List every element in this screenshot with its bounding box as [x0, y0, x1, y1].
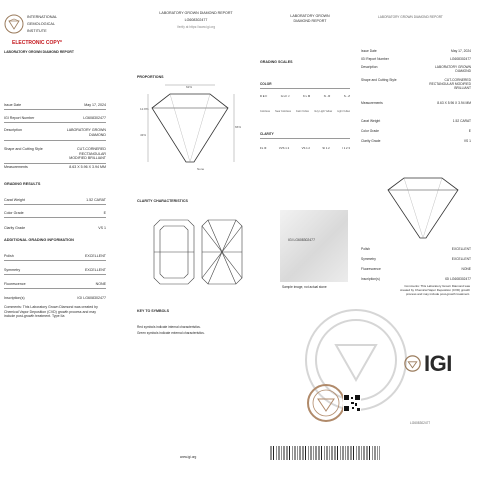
row-label: IGI Report Number — [4, 116, 35, 120]
right-row-inscription — [361, 277, 471, 281]
left-row-carat — [4, 198, 106, 203]
left-row-inscription — [4, 296, 106, 301]
key-to-symbols-heading: KEY TO SYMBOLS — [137, 309, 170, 313]
row-label: Shape and Cutting Style — [361, 78, 397, 82]
color-desc: Faint Yellow — [296, 110, 309, 113]
color-scale-label: COLOR — [260, 82, 272, 86]
row-label: Description — [361, 65, 378, 69]
row-value: E — [468, 129, 471, 133]
row-value: 8.63 X 5.96 X 3.94 MM — [69, 165, 106, 169]
grading-results-heading: GRADING RESULTS — [4, 182, 41, 186]
row-label: Measurements — [361, 101, 383, 105]
row-label: Clarity Grade — [361, 139, 381, 143]
divider — [4, 274, 106, 275]
clarity-col: VS 1 2 — [301, 146, 310, 150]
row-label: IGI Report Number — [361, 57, 389, 61]
color-desc-row — [260, 110, 350, 113]
divider — [260, 88, 350, 89]
svg-text:66%: 66% — [235, 125, 242, 129]
comments-text: Comments: This Laboratory Grown Diamond was created by Chemical Vapor Deposition (CVD) growth process and may include post-growth treatment. Type IIa — [4, 305, 98, 319]
row-label: Carat Weight — [361, 119, 381, 123]
proportions-diagram — [140, 80, 240, 180]
report-type-heading: LABORATORY GROWN DIAMOND REPORT — [4, 50, 74, 54]
clarity-col: SI 1 2 — [322, 146, 330, 150]
left-row-clarity — [4, 226, 106, 231]
row-value: May 17, 2024 — [451, 49, 471, 53]
row-value: May 17, 2024 — [84, 103, 106, 107]
color-col: K L M — [303, 94, 311, 98]
electronic-copy-label: ELECTRONIC COPY* — [12, 40, 63, 46]
row-value: E — [103, 211, 106, 215]
right-comments-text: Comments: This Laboratory Grown Diamond was created by Chemical Vapor Deposition (CVD) growth process and may include post-growth treatment. — [400, 284, 470, 296]
row-label: Color Grade — [4, 211, 24, 215]
row-value: IGI LG608302477 — [77, 296, 106, 300]
right-row-polish — [361, 247, 471, 251]
key-to-symbols-line1: Red symbols indicate internal characteristics. — [137, 325, 201, 329]
row-label: Symmetry — [4, 268, 21, 272]
clarity-col: FL IF — [260, 146, 267, 150]
row-label: Shape and Cutting Style — [4, 147, 43, 151]
igi-logo-icon — [404, 355, 421, 372]
row-value: EXCELLENT — [85, 268, 106, 272]
color-col: S - Z — [343, 94, 350, 98]
row-label: Description — [4, 128, 22, 132]
igi-emblem-icon — [4, 14, 24, 34]
institute-name-line2: GEMOLOGICAL — [27, 22, 56, 26]
left-row-issue-date — [4, 103, 106, 108]
row-value: 1.52 CARAT — [86, 198, 106, 202]
photo-inscription: IGI LG608302477 — [288, 238, 315, 242]
row-value: LG608302477 — [83, 116, 106, 120]
barcode — [270, 446, 380, 460]
svg-text:43%: 43% — [140, 133, 147, 137]
left-row-shape — [4, 147, 106, 161]
row-value: NONE — [95, 282, 106, 286]
qr-code-icon — [343, 394, 361, 412]
center-verify-text: Verify at https://www.igi.org — [176, 25, 216, 29]
row-value: CUT-CORNERED RECTANGULAR MODIFIED BRILLIANT — [69, 147, 106, 161]
color-desc: Very Light Yellow — [314, 110, 333, 113]
divider — [4, 122, 106, 123]
row-value: EXCELLENT — [451, 247, 471, 251]
row-value: LABORATORY GROWN DIAMOND — [66, 128, 106, 137]
color-col: N - R — [323, 94, 331, 98]
additional-grading-heading: ADDITIONAL GRADING INFORMATION — [4, 238, 74, 242]
row-value: 8.63 X 5.96 X 3.94 MM — [437, 101, 471, 105]
clarity-characteristics-heading: CLARITY CHARACTERISTICS — [137, 199, 188, 203]
divider — [4, 260, 106, 261]
row-label: Inscription(s) — [361, 277, 380, 281]
row-label: Fluorescence — [361, 267, 381, 271]
row-label: Inscription(s) — [4, 296, 25, 300]
color-desc: Near Colorless — [275, 110, 291, 113]
row-value: CUT-CORNERED RECTANGULAR MODIFIED BRILLIANT — [429, 78, 471, 91]
row-value: VS 1 — [98, 226, 106, 230]
svg-text:12.8%: 12.8% — [140, 107, 149, 111]
row-value: EXCELLENT — [451, 257, 471, 261]
row-label: Symmetry — [361, 257, 376, 261]
right-proportions-diagram — [378, 168, 468, 248]
left-row-report-number — [4, 116, 106, 121]
row-value: 1.52 CARAT — [452, 119, 471, 123]
left-row-symmetry — [4, 268, 106, 273]
institute-name-line3: INSTITUTE — [27, 29, 47, 33]
left-row-measurements — [4, 165, 106, 170]
clarity-plot-diagram — [150, 216, 250, 288]
right-row-fluorescence — [361, 267, 471, 271]
divider — [4, 204, 106, 205]
row-label: Polish — [361, 247, 370, 251]
row-value: LG608302477 — [450, 57, 471, 61]
center-footer-url: www.igi.org — [180, 455, 197, 459]
left-row-color — [4, 211, 106, 216]
right-row-issue-date — [361, 49, 471, 53]
clarity-col: VVS 1 2 — [278, 146, 290, 150]
color-col: D E F — [260, 94, 268, 98]
right-row-measurements — [361, 101, 471, 105]
divider — [260, 138, 350, 139]
right-row-clarity — [361, 139, 471, 143]
divider — [4, 109, 106, 110]
divider — [4, 288, 106, 289]
row-label: Fluorescence — [4, 282, 26, 286]
left-row-description — [4, 128, 106, 137]
row-label: Issue Date — [361, 49, 377, 53]
row-value: EXCELLENT — [85, 254, 106, 258]
clarity-scale-row — [260, 146, 350, 150]
row-value: VS 1 — [463, 139, 471, 143]
left-row-fluorescence — [4, 282, 106, 287]
color-desc: Light Yellow — [337, 110, 350, 113]
color-desc: Colorless — [260, 110, 270, 113]
grading-scales-heading: GRADING SCALES — [260, 60, 293, 64]
right-footer-id: LG608302477 — [410, 421, 431, 425]
row-value: LABORATORY GROWN DIAMOND — [434, 65, 471, 74]
right-report-title-line1: LABORATORY GROWN — [290, 14, 330, 18]
row-label: Carat Weight — [4, 198, 25, 202]
row-label: Color Grade — [361, 129, 379, 133]
row-label: Clarity Grade — [4, 226, 26, 230]
row-label: Measurements — [4, 165, 28, 169]
right-report-title-line2: DIAMOND REPORT — [293, 19, 327, 23]
row-label: Polish — [4, 254, 14, 258]
row-value: NONE — [461, 267, 471, 271]
clarity-scale-label: CLARITY — [260, 132, 274, 136]
right-row-description — [361, 65, 471, 73]
clarity-col: I 1 2 3 — [342, 146, 350, 150]
divider — [4, 140, 106, 141]
igi-seal-icon — [306, 383, 346, 423]
color-scale-row — [260, 94, 350, 98]
row-value: IGI LG608302477 — [444, 277, 471, 281]
right-row-shape — [361, 78, 471, 91]
igi-logo-text: IGI — [424, 351, 452, 376]
sample-diamond-photo — [280, 210, 348, 282]
svg-text:None: None — [197, 167, 205, 171]
proportions-heading: PROPORTIONS — [137, 75, 164, 79]
key-to-symbols-line2: Green symbols indicate external characteristics. — [137, 331, 205, 335]
right-row-report-number — [361, 57, 471, 61]
photo-caption: Sample image, not actual stone — [282, 285, 327, 289]
right-row-symmetry — [361, 257, 471, 261]
center-report-number: LG608302477 — [184, 18, 208, 22]
divider — [4, 217, 106, 218]
svg-text:62%: 62% — [186, 85, 193, 89]
divider — [4, 163, 106, 164]
right-row-color — [361, 129, 471, 133]
right-top-title: LABORATORY GROWN DIAMOND REPORT — [378, 15, 443, 19]
right-row-carat — [361, 119, 471, 123]
institute-name-line1: INTERNATIONAL — [27, 15, 58, 19]
color-col: G H I J — [280, 94, 290, 98]
row-label: Issue Date — [4, 103, 22, 107]
center-report-title: LABORATORY GROWN DIAMOND REPORT — [159, 11, 233, 15]
left-row-polish — [4, 254, 106, 259]
